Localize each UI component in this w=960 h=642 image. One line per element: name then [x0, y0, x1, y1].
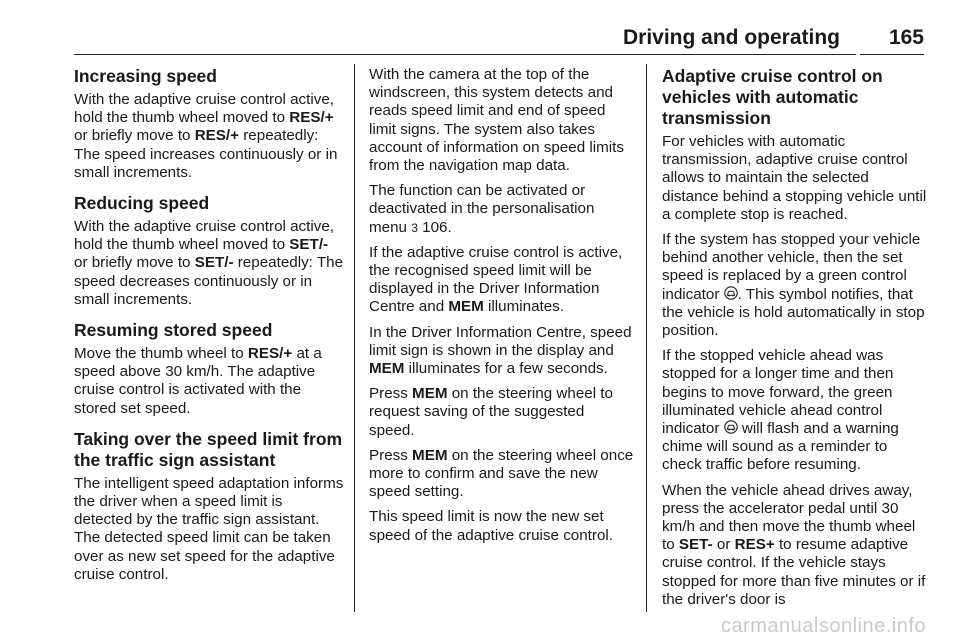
paragraph-personalisation-menu: The function can be activated or deactivated in the personalisation menu 3 106.	[369, 182, 595, 236]
paragraph-dic-display: In the Driver Information Centre, speed limit sign is shown in the display and MEM illuminates for a few seconds.	[369, 323, 632, 378]
column-divider-1	[354, 64, 355, 612]
paragraph-new-set-speed: This speed limit is now the new set speed of the adaptive cruise control.	[369, 508, 613, 544]
watermark: carmanualsonline.info	[720, 615, 926, 637]
paragraph-resuming-stored-speed: Move the thumb wheel to RES/+ at a speed above 30 km/h. The adaptive cruise control is activated with the stored set speed.	[74, 345, 322, 417]
heading-automatic-transmission: Adaptive cruise control on vehicles with automatic transmission	[662, 66, 883, 128]
vehicle-ahead-icon	[724, 420, 738, 434]
paragraph-automatic-transmission: For vehicles with automatic transmission, adaptive cruise control allows to maintain the selected distance behind a stopping vehicle until a complete stop is reached.	[662, 133, 927, 223]
paragraph-vehicle-ahead-moves: If the stopped vehicle ahead was stopped for a longer time and then begins to move forward, the green illuminated vehicle ahead control indicator will flash and a warning chime will sound as a reminder to check traffic before resuming.	[662, 347, 899, 474]
paragraph-press-mem-request: Press MEM on the steering wheel to request saving of the suggested speed.	[369, 385, 613, 439]
header-rule	[74, 54, 856, 55]
column-divider-2	[646, 64, 647, 612]
page-header	[74, 26, 924, 56]
paragraph-press-mem-confirm: Press MEM on the steering wheel once more to confirm and save the new speed setting.	[369, 446, 634, 501]
page-number: 165	[888, 26, 924, 49]
column-2	[369, 66, 634, 552]
paragraph-reducing-speed: With the adaptive cruise control active, hold the thumb wheel moved to SET/- or briefly move to SET/- repeatedly: The speed decreases continuously or in small increments.	[74, 218, 344, 308]
page-reference-arrow-icon: 3	[411, 220, 418, 235]
paragraph-increasing-speed: With the adaptive cruise control active, hold the thumb wheel moved to RES/+ or briefly move to RES/+ repeatedly: The speed increases continuously or in small increments.	[74, 91, 338, 181]
heading-taking-over-speed-limit: Taking over the speed limit from the traffic sign assistant	[74, 428, 343, 470]
heading-reducing-speed: Reducing speed	[74, 193, 210, 214]
vehicle-ahead-icon	[724, 286, 738, 300]
heading-resuming-stored-speed: Resuming stored speed	[74, 320, 273, 341]
column-3	[662, 66, 928, 616]
page-number-rule	[860, 54, 924, 55]
paragraph-mem-illuminates: If the adaptive cruise control is active, the recognised speed limit will be displayed in the Driver Information Centre and MEM illuminates.	[369, 243, 623, 316]
heading-increasing-speed: Increasing speed	[74, 66, 217, 86]
paragraph-camera-detection: With the camera at the top of the windscreen, this system detects and reads speed limit and end of speed limit signs. The system also takes account of information on speed limits from the navigation map data.	[369, 66, 624, 175]
paragraph-taking-over-speed-limit: The intelligent speed adaptation informs the driver when a speed limit is detected by the traffic sign assistant. The detected speed limit can be taken over as new set speed for the adaptive cruise control.	[74, 474, 344, 583]
section-title: Driving and operating	[622, 26, 840, 49]
paragraph-stopped-vehicle: If the system has stopped your vehicle behind another vehicle, then the set speed is replaced by a green control indicator . This symbol notifies, that the vehicle is hold automatically in stop position.	[662, 231, 925, 340]
paragraph-resume-acc: When the vehicle ahead drives away, press the accelerator pedal until 30 km/h and then move the thumb wheel to SET- or RES+ to resume adaptive cruise control. If the vehicle stays stopped for more than five minutes or if the driver's door is	[662, 481, 926, 608]
column-1	[74, 66, 344, 591]
